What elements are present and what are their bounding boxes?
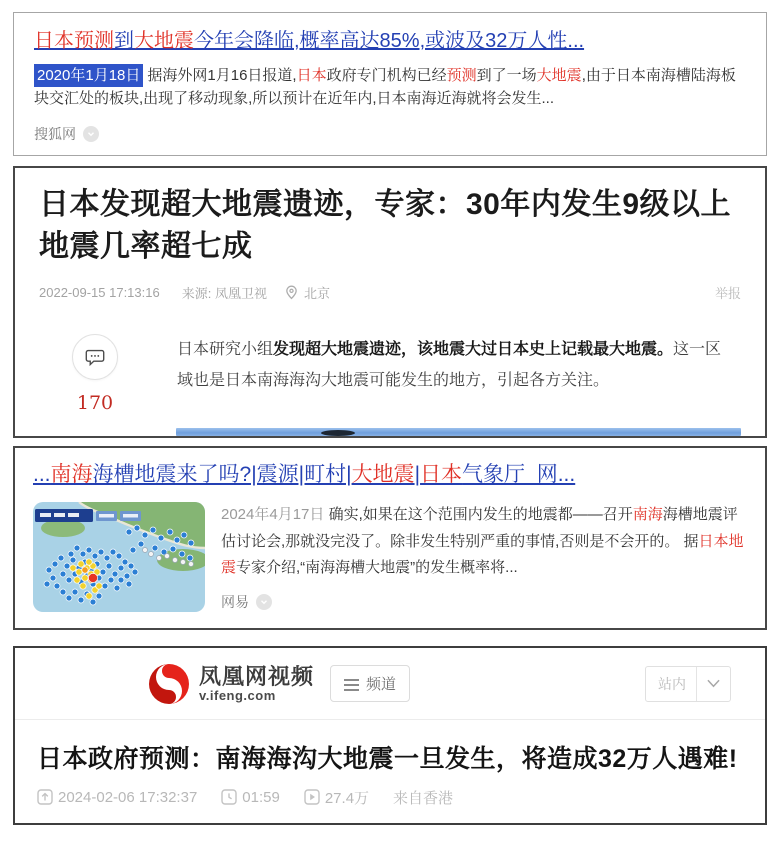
text-segment: 到	[114, 30, 134, 52]
result-source-label: 网易	[221, 593, 249, 610]
video-duration: 01:59	[242, 788, 280, 806]
article-summary	[177, 334, 731, 414]
text-segment: 日本	[420, 462, 463, 486]
ifeng-video-logo[interactable]	[147, 662, 314, 706]
video-view-count: 27.4万	[324, 789, 370, 807]
text-segment: 这一区域也是日本南海海沟大地震可能发生的地方，引起各方关注。	[177, 340, 722, 389]
article-title: 日本发现超大地震遗迹，专家：30年内发生9级以上地震几率超七成	[39, 187, 732, 263]
search-result-sohu	[13, 12, 767, 156]
article-photo-top-edge	[176, 428, 741, 436]
text-segment: 日本地震	[221, 532, 744, 577]
menu-icon	[344, 678, 359, 690]
text-segment: 专家介绍,“南海海槽大地震”的发生概率将...	[236, 559, 518, 577]
result-title-link[interactable]	[34, 28, 746, 55]
upload-icon	[37, 789, 53, 805]
text-segment: 预测	[446, 67, 477, 84]
result-snippet	[34, 64, 746, 111]
logo-domain: v.ifeng.com	[199, 687, 276, 703]
chevron-down-icon[interactable]	[83, 126, 99, 142]
result-snippet	[221, 502, 747, 582]
text-segment: 到了一场	[476, 67, 537, 84]
logo-site-name: 凤凰网视频	[199, 663, 315, 689]
video-title: 日本政府预测：南海海沟大地震一旦发生，将造成32万人遇难!	[37, 744, 738, 773]
text-segment: 大地震	[351, 462, 415, 486]
video-origin: 来自香港	[393, 789, 454, 807]
play-icon	[304, 789, 320, 805]
result-date-badge: 2020年1月18日	[34, 64, 143, 87]
text-segment: 气象厅_网...	[462, 462, 576, 486]
article-card	[13, 166, 767, 438]
text-segment: 大地震	[134, 30, 194, 52]
text-segment: 2024年4月17日	[221, 505, 329, 523]
text-segment: 今年会降临,概率高达85%,或波及32万人性...	[194, 30, 585, 52]
text-segment: |	[414, 462, 421, 486]
channel-button-label: 频道	[366, 676, 397, 694]
search-scope-select[interactable]	[645, 666, 731, 702]
text-segment: ,由于日本南海槽陆海板块交汇处的板块,出现了移动现象,所以预计在近年内,日本南海近海就将会发生...	[34, 67, 736, 108]
seismic-map-thumbnail[interactable]	[33, 502, 205, 612]
video-publish-time: 2024-02-06 17:32:37	[58, 788, 198, 806]
text-segment: 南海	[50, 462, 93, 486]
text-segment: 海槽地震评估讨论会,那就没完没了。除非发生特别严重的事情,否则是不会开的。 据	[221, 505, 738, 550]
text-segment: 确实,如果在这个范围内发生的地震都——召开	[328, 505, 633, 523]
chevron-down-icon	[697, 672, 730, 695]
result-source-label: 搜狐网	[34, 125, 76, 142]
video-page-card	[13, 646, 767, 825]
text-segment: 南海	[632, 505, 663, 523]
article-source: 来源: 凤凰卫视	[181, 285, 267, 301]
channel-button[interactable]	[330, 665, 410, 702]
text-segment: 海槽地震来了吗?|震源|町村|	[92, 462, 352, 486]
location-pin-icon	[285, 285, 298, 300]
text-segment: 日本研究小组	[177, 340, 274, 358]
text-segment: 日本	[296, 67, 327, 84]
scope-selected-value: 站内	[658, 675, 686, 692]
article-timestamp: 2022-09-15 17:13:16	[39, 284, 160, 300]
text-segment: ...	[33, 462, 51, 486]
text-segment: 大地震	[536, 67, 582, 84]
photo-detail	[321, 430, 355, 436]
comment-count[interactable]: 170	[76, 391, 114, 414]
chevron-down-icon[interactable]	[256, 594, 272, 610]
text-segment: 日本预测	[34, 30, 114, 52]
comment-bubble-icon[interactable]	[72, 334, 118, 380]
search-result-163	[13, 446, 767, 630]
phoenix-swirl-icon	[147, 662, 191, 706]
report-link[interactable]: 举报	[714, 285, 741, 301]
text-segment: 发现超大地震遗迹，该地震大过日本史上记载最大地震。	[273, 340, 674, 358]
text-segment: 政府专门机构已经	[326, 67, 447, 84]
article-location: 北京	[303, 285, 330, 301]
result-title-link[interactable]	[33, 461, 747, 489]
clock-icon	[221, 789, 237, 805]
text-segment: 据海外网1月16日报道,	[147, 67, 297, 84]
